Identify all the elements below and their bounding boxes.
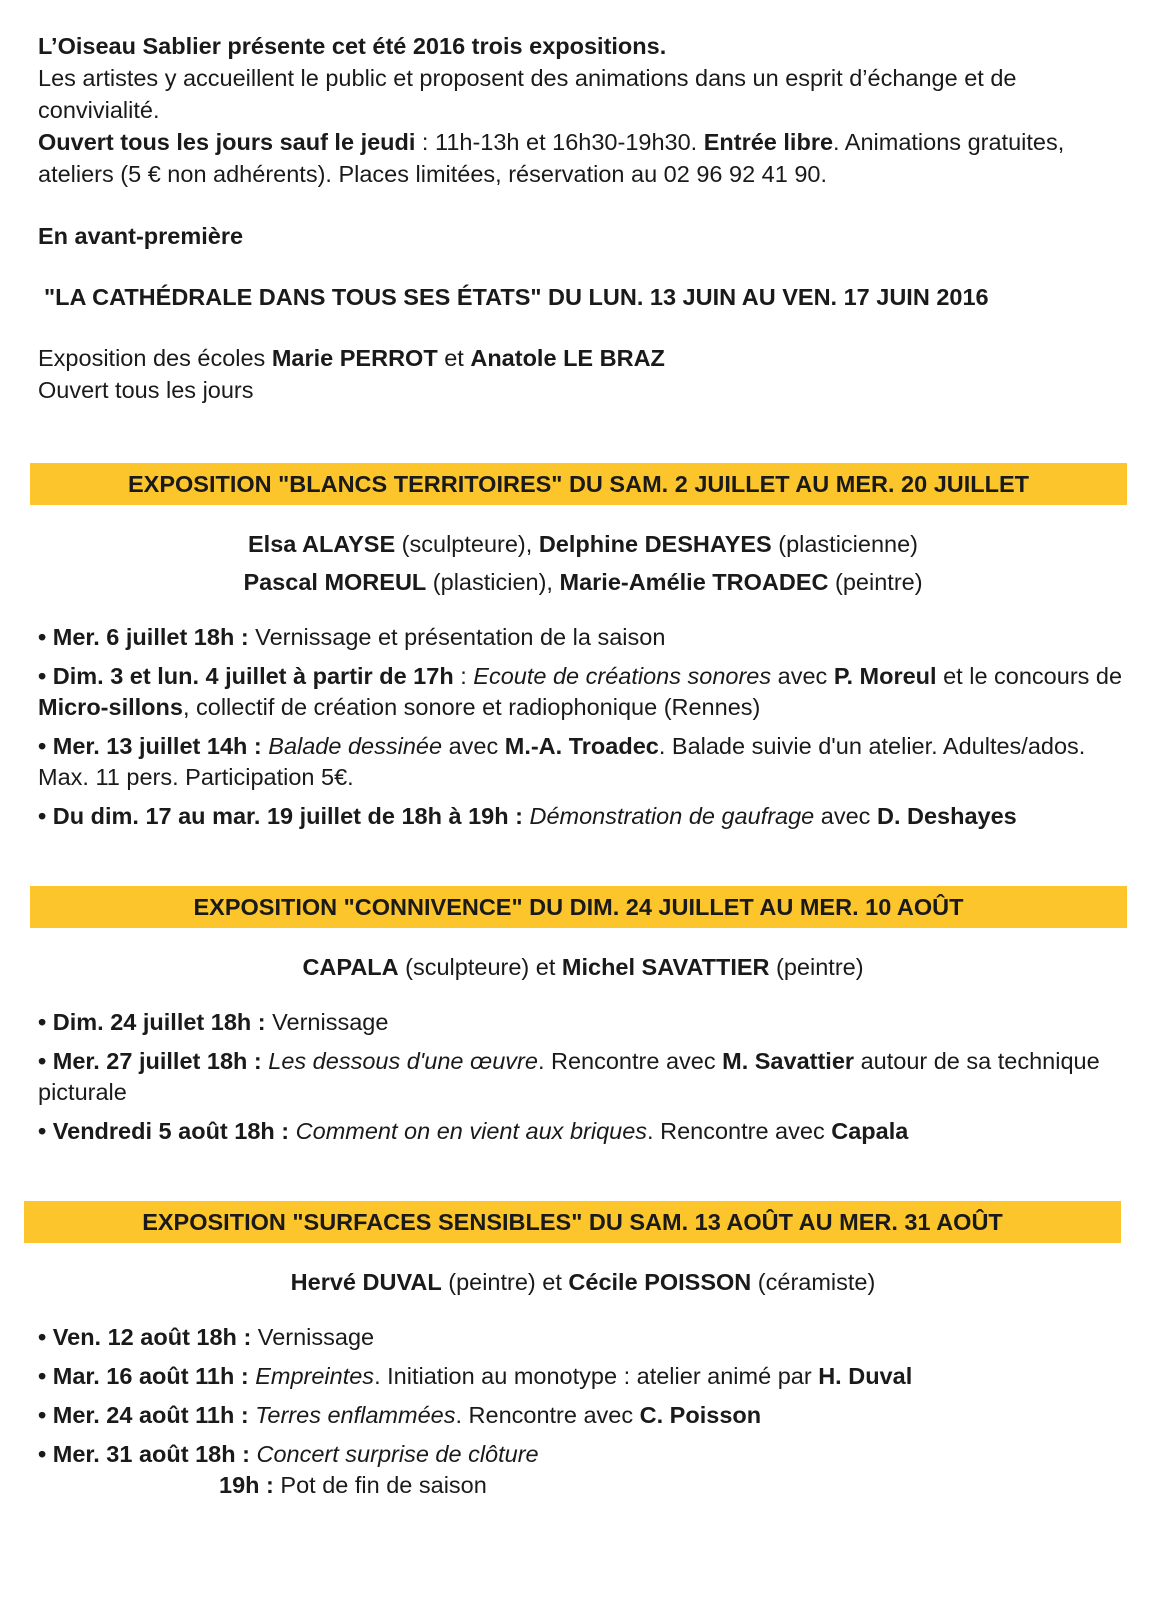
list-item: • Mar. 16 août 11h : Empreintes. Initiation au monotype : atelier animé par H. Duval: [38, 1363, 913, 1389]
list-item: • Du dim. 17 au mar. 19 juillet de 18h à 19h : Démonstration de gaufrage avec D. Deshayes: [38, 803, 1017, 829]
preview-title: "LA CATHÉDRALE DANS TOUS SES ÉTATS" DU LUN. 13 JUIN AU VEN. 17 JUIN 2016: [44, 284, 989, 310]
document: [38, 30, 1128, 1509]
intro-heading: L’Oiseau Sablier présente cet été 2016 trois expositions.: [38, 33, 667, 59]
list-item: 19h : Pot de fin de saison: [219, 1472, 487, 1498]
list-item: • Ven. 12 août 18h : Vernissage: [38, 1324, 375, 1350]
expo1-events: [38, 622, 1128, 832]
preview-label: En avant-première: [38, 223, 244, 249]
intro-line: Les artistes y accueillent le public et proposent des animations dans un esprit d’échange et de convivialité.: [38, 65, 1017, 123]
preview-desc: Exposition des écoles Marie PERROT et Anatole LE BRAZ Ouvert tous les jours: [38, 345, 665, 403]
expo-banner-blancs-territoires: EXPOSITION "BLANCS TERRITOIRES" DU SAM. 2 JUILLET AU MER. 20 JUILLET: [30, 463, 1127, 505]
list-item: • Dim. 3 et lun. 4 juillet à partir de 17h : Ecoute de créations sonores avec P. Moreul et le concours de Micro-sillons, collectif de création sonore et radiophonique (Rennes): [38, 663, 1123, 720]
list-item: • Mer. 6 juillet 18h : Vernissage et présentation de la saison: [38, 624, 666, 650]
expo1-artists: Elsa ALAYSE (sculpteure), Delphine DESHAYES (plasticienne) Pascal MOREUL (plasticien), Marie-Amélie TROADEC (peintre): [243, 531, 923, 595]
expo-banner-surfaces-sensibles: EXPOSITION "SURFACES SENSIBLES" DU SAM. 13 AOÛT AU MER. 31 AOÛT: [24, 1201, 1121, 1243]
list-item: • Dim. 24 juillet 18h : Vernissage: [38, 1009, 389, 1035]
expo3-artists: Hervé DUVAL (peintre) et Cécile POISSON (céramiste): [290, 1269, 876, 1295]
list-item: • Mer. 24 août 11h : Terres enflammées. Rencontre avec C. Poisson: [38, 1402, 762, 1428]
intro: [38, 30, 1128, 190]
list-item: • Mer. 27 juillet 18h : Les dessous d'une œuvre. Rencontre avec M. Savattier autour de sa technique picturale: [38, 1048, 1100, 1105]
list-item: • Mer. 13 juillet 14h : Balade dessinée avec M.-A. Troadec. Balade suivie d'un atelier. Adultes/ados. Max. 11 pers. Participation 5€.: [38, 733, 1086, 790]
list-item: • Mer. 31 août 18h : Concert surprise de clôture: [38, 1441, 539, 1467]
expo3-events: [38, 1322, 1128, 1501]
expo2-events: [38, 1007, 1128, 1147]
expo2-artists: CAPALA (sculpteure) et Michel SAVATTIER (peintre): [302, 954, 864, 980]
expo-banner-connivence: EXPOSITION "CONNIVENCE" DU DIM. 24 JUILLET AU MER. 10 AOÛT: [30, 886, 1127, 928]
intro-hours: Ouvert tous les jours sauf le jeudi : 11h-13h et 16h30-19h30. Entrée libre. Animations gratuites, ateliers (5 € non adhérents). Places limitées, réservation au 02 96 92 41 90.: [38, 129, 1065, 187]
list-item: • Vendredi 5 août 18h : Comment on en vient aux briques. Rencontre avec Capala: [38, 1118, 909, 1144]
